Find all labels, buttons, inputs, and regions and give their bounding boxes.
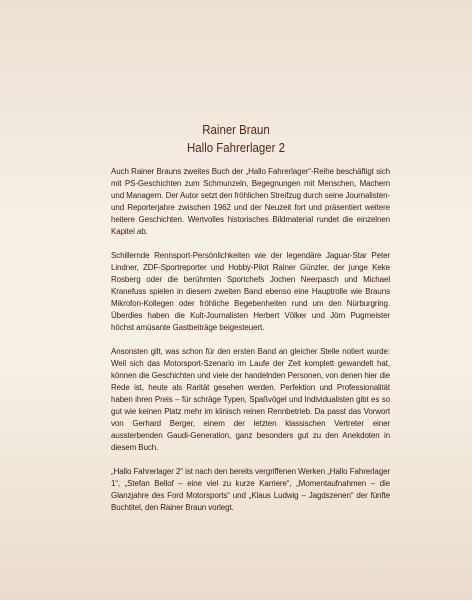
blurb-paragraph-3: Ansonsten gilt, was schon für den ersten Band an gleicher Stelle notiert wurde: Weil sich das Motorsport-Szenario im Laufe der Zeit komplett gewandelt hat, können die Geschichten und viele der handelnden Personen, von denen hier die Rede ist, heute als Rarität gesehen werden. Perfektion und Professionalität haben ihren Preis – für schräge Typen, Spaßvögel und Individualisten gibt es so gut wie keinen Platz mehr im klinisch reinen Rennbetrieb. Da passt das Vorwort von Gerhard Berger, einem der letzten klassischen Vertreter einer aussterbenden Gaudi-Generation, ganz besonders gut zu den Anekdoten in diesem Buch. — [111, 347, 390, 452]
author-name: Rainer Braun — [202, 122, 270, 137]
blurb-text — [111, 166, 390, 526]
blurb-paragraph-4: „Hallo Fahrerlager 2“ ist nach den bereits vergriffenen Werken „Hallo Fahrerlager 1“, „Stefan Bellof – eine viel zu kurze Karriere“, „Momentaufnahmen – die Glanzjahre des Ford Motorsports“ und „Klaus Ludwig – Jagdszenen“ der fünfte Buchtitel, den Rainer Braun vorlegt. — [111, 467, 390, 512]
blurb-paragraph-2: Schillernde Rennsport-Persönlichkeiten wie der legendäre Jaguar-Star Peter Lindner, ZDF-Sportreporter und Hobby-Pilot Rainer Günzler, der junge Keke Rosberg oder die berühmten Sportchefs Jochen Neerpasch und Michael Kranefuss spielen in diesem zweiten Band ebenso eine Hauptrolle wie Brauns Mikrofon-Kollegen oder fröhliche Begebenheiten rund um den Nürburgring. Überdies haben die Kult-Journalisten Herbert Völker und Jörn Pugmeister höchst amüsante Gastbeiträge beigesteuert. — [111, 251, 390, 332]
title-block — [28, 121, 443, 157]
book-title: Hallo Fahrerlager 2 — [187, 140, 285, 155]
blurb-paragraph-1: Auch Rainer Brauns zweites Buch der „Hallo Fahrerlager“-Reihe beschäftigt sich mit PS-Geschichten zum Schmunzeln, Begegnungen mit Menschen, Machern und Managern. Der Autor setzt den fröhlichen Streifzug durch seine Journalisten- und Reporterjahre zwischen 1962 und der Neuzeit fort und präsentiert weitere heitere Geschichten. Wertvolles historisches Bildmaterial rundet die einzelnen Kapitel ab. — [111, 167, 390, 236]
